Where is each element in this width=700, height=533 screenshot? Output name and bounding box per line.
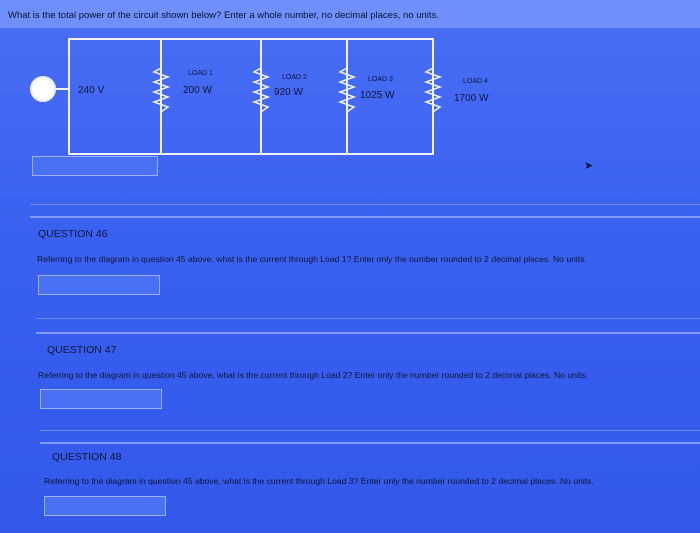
load1-power: 200 W	[183, 85, 212, 96]
load3-power: 1025 W	[360, 90, 395, 101]
q45-answer-input[interactable]	[32, 156, 158, 176]
load4-name: LOAD 4	[463, 78, 488, 85]
load4-power: 1700 W	[454, 93, 489, 104]
mouse-cursor-icon: ➤	[584, 160, 594, 172]
divider	[40, 442, 700, 444]
bottom-wire	[68, 153, 434, 155]
resistor-load1-icon	[151, 68, 171, 112]
resistor-load4-icon	[423, 68, 443, 112]
question-47-text: Referring to the diagram in question 45 above, what is the current through Load 2? Enter only the number rounded to 2 decimal places. No units.	[38, 370, 588, 380]
voltage-source-icon	[30, 76, 56, 102]
question-47-title: QUESTION 47	[47, 344, 117, 356]
divider	[40, 430, 700, 431]
question-48-title: QUESTION 48	[52, 451, 122, 463]
load1-name: LOAD 1	[188, 70, 213, 77]
question-48-text: Referring to the diagram in question 45 above, what is the current through Load 3? Enter only the number rounded to 2 decimal places. No units.	[44, 476, 594, 486]
question-46-text: Referring to the diagram in question 45 above, what is the current through Load 1? Enter only the number rounded to 2 decimal places. No units.	[37, 254, 587, 264]
divider	[36, 332, 700, 334]
q47-answer-input[interactable]	[40, 389, 162, 409]
divider	[36, 318, 700, 319]
divider	[30, 216, 700, 218]
load3-name: LOAD 3	[368, 76, 393, 83]
source-voltage-label: 240 V	[78, 85, 105, 96]
question-46-title: QUESTION 46	[38, 228, 108, 240]
q46-answer-input[interactable]	[38, 275, 160, 295]
divider	[30, 204, 700, 205]
top-wire	[68, 38, 434, 40]
resistor-load2-icon	[251, 68, 271, 112]
question-45-text: What is the total power of the circuit shown below? Enter a whole number, no decimal places, no units.	[8, 10, 439, 21]
resistor-load3-icon	[337, 68, 357, 112]
q48-answer-input[interactable]	[44, 496, 166, 516]
source-branch-wire	[68, 38, 70, 155]
load2-name: LOAD 2	[282, 74, 307, 81]
load2-power: 920 W	[274, 87, 303, 98]
